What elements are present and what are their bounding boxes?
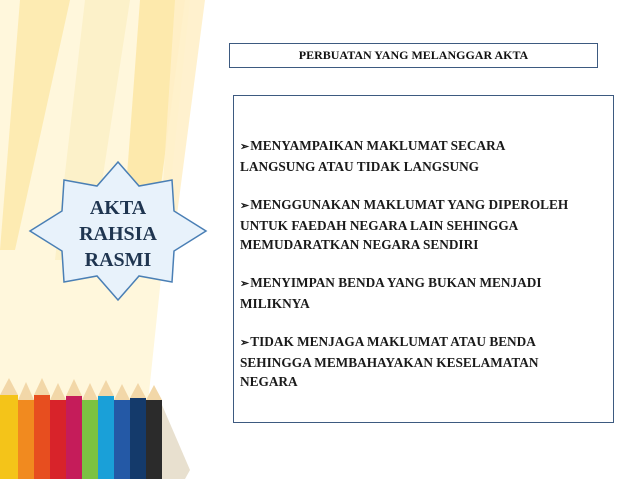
star-label [28,195,208,273]
arrow-bullet-icon: ➢ [240,200,250,212]
star-label-line-2: RAHSIA [79,223,157,245]
list-item: ➢MENYAMPAIKAN MAKLUMAT SECARA LANGSUNG ATAU TIDAK LANGSUNG [240,138,506,174]
section-title: PERBUATAN YANG MELANGGAR AKTA [229,43,598,68]
list-item: ➢MENYIMPAN BENDA YANG BUKAN MENJADI MILIKNYA [240,275,542,311]
star-label-line-3: RASMI [84,249,152,271]
arrow-bullet-icon: ➢ [240,278,250,290]
arrow-bullet-icon: ➢ [240,141,250,153]
star-label-line-1: AKTA [89,197,147,219]
list-item: ➢TIDAK MENJAGA MAKLUMAT ATAU BENDA SEHINGGA MEMBAHAYAKAN KESELAMATAN NEGARA [240,334,539,389]
points-list [240,136,610,410]
arrow-bullet-icon: ➢ [240,337,250,349]
list-item: ➢MENGGUNAKAN MAKLUMAT YANG DIPEROLEH UNTUK FAEDAH NEGARA LAIN SEHINGGA MEMUDARATKAN NEGARA SENDIRI [240,197,569,252]
